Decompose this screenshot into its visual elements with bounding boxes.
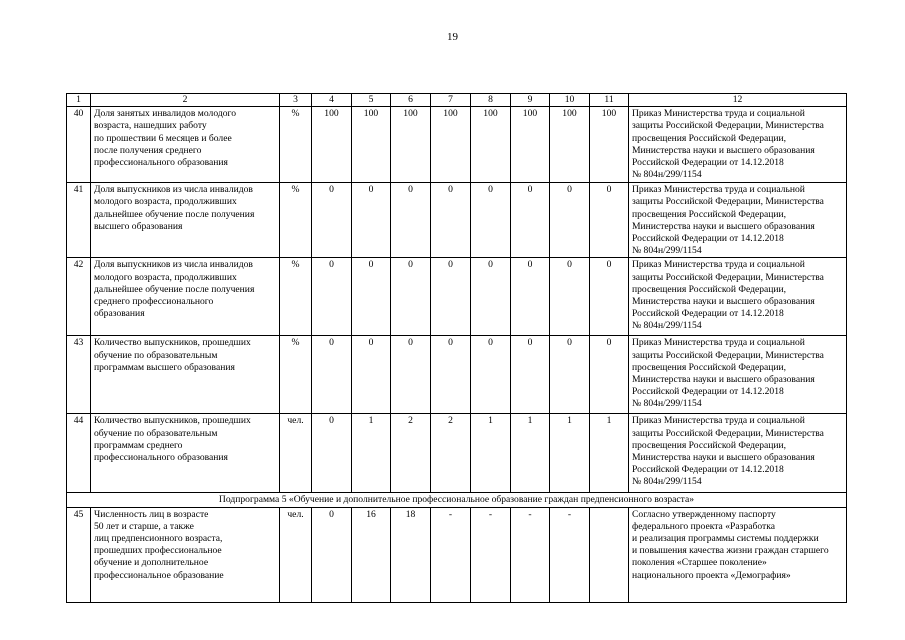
column-number: 9 — [511, 94, 550, 107]
value-cell: 100 — [352, 107, 391, 183]
value-cell: 0 — [590, 183, 629, 258]
row-number: 40 — [67, 107, 91, 183]
column-number: 11 — [590, 94, 629, 107]
value-cell: 0 — [590, 258, 629, 336]
column-number: 1 — [67, 94, 91, 107]
unit-cell: % — [280, 336, 312, 414]
table-row — [67, 336, 847, 414]
value-cell — [590, 507, 629, 602]
indicator-name: Доля занятых инвалидов молодого возраста, нашедших работу по прошествии 6 месяцев и более после получения среднего профессионального образования — [91, 107, 280, 183]
value-cell: 0 — [431, 183, 471, 258]
value-cell: 0 — [312, 336, 352, 414]
unit-cell: чел. — [280, 507, 312, 602]
value-cell: 100 — [511, 107, 550, 183]
table-row — [67, 258, 847, 336]
source-document: Приказ Министерства труда и социальной защиты Российской Федерации, Министерства просвещения Российской Федерации, Министерства науки и высшего образования Российской Федерации от 14.12.2018 № 804н/299/1154 — [629, 336, 847, 414]
value-cell: 100 — [431, 107, 471, 183]
value-cell: 100 — [590, 107, 629, 183]
value-cell: 0 — [431, 258, 471, 336]
value-cell: 0 — [431, 336, 471, 414]
column-number: 8 — [471, 94, 511, 107]
value-cell: 0 — [550, 258, 590, 336]
table-row — [67, 414, 847, 493]
value-cell: 0 — [352, 336, 391, 414]
value-cell: 2 — [431, 414, 471, 493]
indicator-name: Доля выпускников из числа инвалидов молодого возраста, продолживших дальнейшее обучение после получения высшего образования — [91, 183, 280, 258]
value-cell: 0 — [550, 336, 590, 414]
value-cell: 18 — [391, 507, 431, 602]
column-number: 10 — [550, 94, 590, 107]
indicator-name: Численность лиц в возрасте 50 лет и старше, а также лиц предпенсионного возраста, прошедших профессиональное обучение и дополнительное профессиональное образование — [91, 507, 280, 602]
value-cell: 0 — [391, 336, 431, 414]
unit-cell: % — [280, 107, 312, 183]
column-number: 7 — [431, 94, 471, 107]
subprogram-row — [67, 493, 847, 507]
row-number: 45 — [67, 507, 91, 602]
value-cell: 0 — [391, 258, 431, 336]
column-number: 2 — [91, 94, 280, 107]
value-cell: 1 — [352, 414, 391, 493]
value-cell: 1 — [511, 414, 550, 493]
unit-cell: % — [280, 183, 312, 258]
source-document: Приказ Министерства труда и социальной защиты Российской Федерации, Министерства просвещения Российской Федерации, Министерства науки и высшего образования Российской Федерации от 14.12.2018 № 804н/299/1154 — [629, 183, 847, 258]
row-number: 43 — [67, 336, 91, 414]
value-cell: 0 — [550, 183, 590, 258]
row-number: 42 — [67, 258, 91, 336]
row-number: 41 — [67, 183, 91, 258]
value-cell: 16 — [352, 507, 391, 602]
column-number: 5 — [352, 94, 391, 107]
source-document: Приказ Министерства труда и социальной защиты Российской Федерации, Министерства просвещения Российской Федерации, Министерства науки и высшего образования Российской Федерации от 14.12.2018 № 804н/299/1154 — [629, 414, 847, 493]
indicator-name: Количество выпускников, прошедших обучение по образовательным программам высшего образования — [91, 336, 280, 414]
column-number-row — [67, 94, 847, 107]
indicators-table — [66, 93, 847, 603]
value-cell: 2 — [391, 414, 431, 493]
value-cell: - — [431, 507, 471, 602]
table-row — [67, 107, 847, 183]
unit-cell: чел. — [280, 414, 312, 493]
value-cell: 100 — [550, 107, 590, 183]
value-cell: 0 — [312, 183, 352, 258]
value-cell: 0 — [312, 507, 352, 602]
value-cell: - — [550, 507, 590, 602]
unit-cell: % — [280, 258, 312, 336]
value-cell: 1 — [550, 414, 590, 493]
value-cell: 0 — [511, 336, 550, 414]
page-number: 19 — [447, 31, 458, 43]
value-cell: 0 — [471, 258, 511, 336]
source-document: Приказ Министерства труда и социальной защиты Российской Федерации, Министерства просвещения Российской Федерации, Министерства науки и высшего образования Российской Федерации от 14.12.2018 № 804н/299/1154 — [629, 258, 847, 336]
value-cell: 100 — [391, 107, 431, 183]
column-number: 4 — [312, 94, 352, 107]
table-row — [67, 183, 847, 258]
value-cell: - — [471, 507, 511, 602]
value-cell: 0 — [590, 336, 629, 414]
value-cell: 0 — [312, 414, 352, 493]
table-row — [67, 507, 847, 602]
row-number: 44 — [67, 414, 91, 493]
value-cell: 0 — [352, 258, 391, 336]
value-cell: 100 — [471, 107, 511, 183]
value-cell: 0 — [352, 183, 391, 258]
value-cell: 0 — [471, 183, 511, 258]
column-number: 6 — [391, 94, 431, 107]
column-number: 12 — [629, 94, 847, 107]
source-document: Согласно утвержденному паспорту федерального проекта «Разработка и реализация программы системы поддержки и повышения качества жизни граждан старшего поколения «Старшее поколение» национального проекта «Демография» — [629, 507, 847, 602]
value-cell: 1 — [471, 414, 511, 493]
value-cell: 0 — [511, 183, 550, 258]
value-cell: - — [511, 507, 550, 602]
value-cell: 0 — [511, 258, 550, 336]
indicator-name: Доля выпускников из числа инвалидов молодого возраста, продолживших дальнейшее обучение после получения среднего профессионального образования — [91, 258, 280, 336]
value-cell: 100 — [312, 107, 352, 183]
subprogram-title: Подпрограмма 5 «Обучение и дополнительное профессиональное образование граждан предпенсионного возраста» — [67, 493, 847, 507]
value-cell: 1 — [590, 414, 629, 493]
column-number: 3 — [280, 94, 312, 107]
indicator-name: Количество выпускников, прошедших обучение по образовательным программам среднего профессионального образования — [91, 414, 280, 493]
value-cell: 0 — [391, 183, 431, 258]
value-cell: 0 — [471, 336, 511, 414]
value-cell: 0 — [312, 258, 352, 336]
source-document: Приказ Министерства труда и социальной защиты Российской Федерации, Министерства просвещения Российской Федерации, Министерства науки и высшего образования Российской Федерации от 14.12.2018 № 804н/299/1154 — [629, 107, 847, 183]
